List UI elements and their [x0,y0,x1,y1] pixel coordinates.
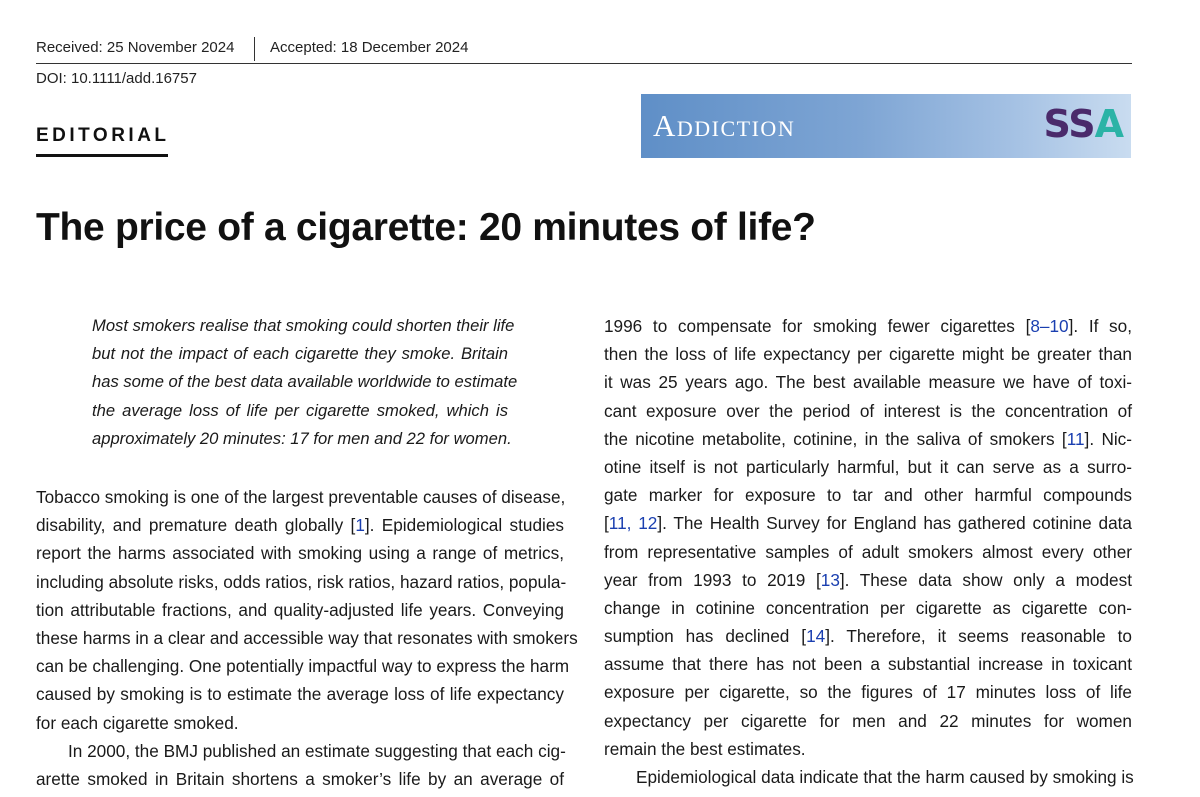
text-span: assume that there has not been a substantial increase in toxicant [604,654,1132,675]
text-line [604,707,1132,735]
ssa-logo-ss: SS [1043,102,1095,146]
text-line [36,709,564,737]
text-line [604,622,1132,650]
text-span: sumption has declined [ [604,626,807,647]
text-line [604,453,1132,481]
text-line [604,481,1132,509]
journal-name: Addiction [653,108,796,143]
journal-banner [641,94,1131,158]
text-line [604,735,1132,763]
text-span: then the loss of life expectancy per cigarette might be greater than [604,344,1132,365]
reference-link[interactable]: 11, 12 [608,513,658,534]
text-span: gate marker for exposure to tar and other harmful compounds [604,485,1132,506]
text-line [36,652,570,680]
text-line [604,368,1132,396]
text-line [604,425,1132,453]
text-span: the nicotine metabolite, cotinine, in the saliva of smokers [ [604,428,1067,449]
text-line [36,596,564,624]
text-span: 1996 to compensate for smoking fewer cigarettes [ [604,316,1031,336]
text-span: year from 1993 to 2019 [ [604,569,821,590]
text-span: otine itself is not particularly harmful, but it can serve as a surro- [604,456,1132,477]
text-line [604,312,1132,340]
text-span: ]. Epidemiological studies [364,515,564,536]
text-span: [ [604,513,609,534]
abstract-line: approximately 20 minutes: 17 for men and 22 for women. [92,428,512,448]
reference-link[interactable]: 11 [1066,428,1085,449]
text-span: these harms in a clear and accessible way that resonates with smokers [36,627,578,648]
abstract-line: but not the impact of each cigarette they smoke. Britain [92,344,508,364]
text-line [604,397,1132,425]
text-span: it was 25 years ago. The best available measure we have of toxi- [604,372,1132,393]
text-line [604,538,1132,566]
text-line [36,568,567,596]
text-line [36,624,578,652]
doi: DOI: 10.1111/add.16757 [36,70,197,87]
text-span: disability, and premature death globally [ [36,515,356,536]
text-span: arette smoked in Britain shortens a smoker’s life by an average of [36,768,564,789]
reference-link[interactable]: 8–10 [1030,316,1069,336]
ssa-logo [1044,102,1123,146]
text-span: tion attributable fractions, and quality-adjusted life years. Conveying [36,599,564,620]
text-line [604,340,1132,368]
header-rule [36,63,1132,64]
text-line [604,650,1132,678]
text-line [36,483,564,511]
reference-link[interactable]: 13 [820,569,840,590]
text-span: report the harms associated with smoking using a range of metrics, [36,543,564,564]
section-label: EDITORIAL [36,125,170,146]
text-line [36,765,564,793]
received-date: Received: 25 November 2024 [36,39,235,56]
text-span: cant exposure over the period of interest is the concentration of [604,400,1132,421]
text-span: ]. If so, [1068,316,1132,336]
text-line [36,680,564,708]
text-line [604,594,1132,622]
reference-link[interactable]: 1 [355,515,365,536]
text-line [604,678,1132,706]
abstract-line: the average loss of life per cigarette smoked, which is [92,400,508,420]
text-span: ]. Therefore, it seems reasonable to [825,626,1132,647]
left-paragraph-1 [36,483,578,737]
right-column [604,312,1132,791]
article-title: The price of a cigarette: 20 minutes of life? [36,206,816,249]
right-paragraph-1 [604,312,1132,763]
text-span: change in cotinine concentration per cigarette as cigarette con- [604,597,1132,618]
text-span: from representative samples of adult smokers almost every other [604,541,1132,562]
text-span: remain the best estimates. [604,738,806,759]
text-span: ]. Nic- [1084,428,1133,449]
text-span: Tobacco smoking is one of the largest preventable causes of disease, [36,487,566,507]
right-paragraph-2 [604,763,1132,791]
text-span: In 2000, the BMJ published an estimate suggesting that each cig- [68,740,566,761]
text-span: exposure per cigarette, so the figures of 17 minutes loss of life [604,682,1132,703]
text-line [36,737,564,765]
text-line [604,566,1132,594]
abstract-line: has some of the best data available worldwide to estimate [92,372,518,392]
text-span: caused by smoking is to estimate the average loss of life expectancy [36,684,564,705]
text-span: ]. The Health Survey for England has gathered cotinine data [657,513,1132,534]
text-span: ]. These data show only a modest [839,569,1132,590]
abstract [92,312,518,453]
reference-link[interactable]: 14 [806,626,826,647]
text-line [36,511,564,539]
text-line [604,763,1132,791]
section-underline [36,154,168,157]
accepted-date: Accepted: 18 December 2024 [270,39,469,56]
text-line [604,509,1132,537]
left-paragraph-2 [36,737,564,793]
text-span: can be challenging. One potentially impactful way to express the harm [36,656,570,677]
abstract-line: Most smokers realise that smoking could shorten their life [92,316,515,335]
text-span: for each cigarette smoked. [36,712,239,733]
left-column [36,483,578,793]
text-line [36,539,564,567]
text-span: expectancy per cigarette for men and 22 minutes for women [604,710,1132,731]
text-span: Epidemiological data indicate that the harm caused by smoking is [636,767,1134,787]
ssa-logo-a: A [1094,102,1123,146]
header-separator [254,37,255,61]
text-span: including absolute risks, odds ratios, risk ratios, hazard ratios, popula- [36,571,567,592]
